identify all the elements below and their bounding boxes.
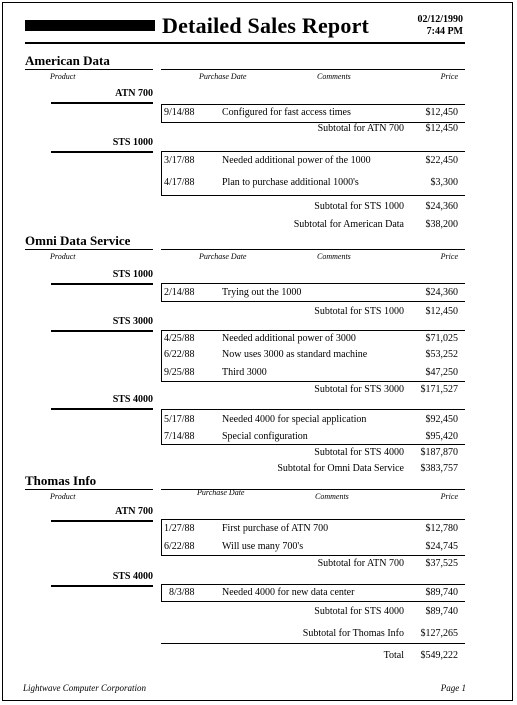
column-header-comments: Comments	[317, 72, 351, 81]
comment: Needed 4000 for special application	[222, 414, 367, 425]
column-header-price: Price	[440, 252, 458, 261]
comment: Needed additional power of the 1000	[222, 155, 371, 166]
company-subtotal-value: $127,265	[420, 628, 458, 639]
purchase-date: 6/22/88	[164, 541, 195, 552]
company-subtotal-label: Subtotal for Thomas Info	[302, 628, 404, 639]
product-name: STS 4000	[112, 394, 153, 405]
column-header-purchase-date: Purchase Date	[199, 252, 247, 261]
comment: Trying out the 1000	[222, 287, 302, 298]
purchase-date: 2/14/88	[164, 287, 195, 298]
product-rule	[51, 330, 153, 332]
column-header-purchase-date: Purchase Date	[199, 72, 247, 81]
price: $92,450	[425, 414, 458, 425]
company-name: Thomas Info	[25, 473, 97, 488]
subtotal-label: Subtotal for ATN 700	[317, 123, 404, 134]
subtotal-value: $171,527	[420, 384, 458, 395]
subtotal-label: Subtotal for STS 1000	[314, 306, 404, 317]
subtotal-value: $12,450	[425, 123, 458, 134]
company-name: American Data	[25, 53, 110, 68]
company-rule	[25, 489, 153, 490]
company-name: Omni Data Service	[25, 233, 131, 248]
comment: First purchase of ATN 700	[222, 523, 329, 534]
product-name: STS 4000	[112, 571, 153, 582]
subtotal-label: Subtotal for STS 3000	[314, 384, 404, 395]
price: $47,250	[425, 367, 458, 378]
comment: Configured for fast access times	[222, 107, 351, 118]
purchase-date: 3/17/88	[164, 155, 195, 166]
title-rule	[25, 42, 465, 44]
report-date: 02/12/1990	[417, 14, 463, 25]
product-rule	[51, 585, 153, 587]
subtotal-value: $89,740	[425, 606, 458, 617]
subtotal-label: Subtotal for STS 1000	[314, 201, 404, 212]
comment: Will use many 700's	[222, 541, 304, 552]
total-rule	[161, 643, 465, 644]
subtotal-value: $37,525	[425, 558, 458, 569]
footer-company: Lightwave Computer Corporation	[23, 683, 147, 693]
subtotal-value: $187,870	[420, 447, 458, 458]
subtotal-label: Subtotal for ATN 700	[317, 558, 404, 569]
subtotal-label: Subtotal for STS 4000	[314, 606, 404, 617]
report-datetime	[401, 14, 463, 38]
purchase-date: 4/25/88	[164, 333, 195, 344]
price: $71,025	[425, 333, 458, 344]
column-header-price: Price	[440, 492, 458, 501]
price: $24,745	[425, 541, 458, 552]
purchase-date: 7/14/88	[164, 431, 195, 442]
product-name: STS 3000	[112, 316, 153, 327]
purchase-date: 9/14/88	[164, 107, 195, 118]
company-rule	[25, 249, 153, 250]
header-rule	[161, 69, 465, 70]
price: $95,420	[425, 431, 458, 442]
total-value: $549,222	[420, 650, 458, 661]
comment: Needed 4000 for new data center	[222, 587, 355, 598]
company-subtotal-value: $38,200	[425, 219, 458, 230]
purchase-date: 9/25/88	[164, 367, 195, 378]
price: $12,780	[425, 523, 458, 534]
column-header-product: Product	[50, 252, 76, 261]
column-header-purchase-date: Purchase Date	[197, 488, 245, 497]
company-subtotal-value: $383,757	[420, 463, 458, 474]
report-page	[2, 2, 513, 701]
price: $53,252	[425, 349, 458, 360]
product-rule	[51, 283, 153, 285]
product-name: ATN 700	[115, 88, 153, 99]
column-header-comments: Comments	[315, 492, 349, 501]
comment: Plan to purchase additional 1000's	[222, 177, 359, 188]
purchase-date: 1/27/88	[164, 523, 195, 534]
comment: Special configuration	[222, 431, 308, 442]
price: $89,740	[425, 587, 458, 598]
column-header-price: Price	[440, 72, 458, 81]
product-name: ATN 700	[115, 506, 153, 517]
subtotal-value: $12,450	[425, 306, 458, 317]
comment: Needed additional power of 3000	[222, 333, 356, 344]
purchase-date: 8/3/88	[169, 587, 195, 598]
comment: Now uses 3000 as standard machine	[222, 349, 368, 360]
product-rule	[51, 102, 153, 104]
detail-box	[161, 283, 465, 302]
company-subtotal-label: Subtotal for Omni Data Service	[277, 463, 404, 474]
product-rule	[51, 151, 153, 153]
column-header-product: Product	[50, 492, 76, 501]
comment: Third 3000	[222, 367, 267, 378]
report-title: Detailed Sales Report	[162, 13, 370, 38]
price: $22,450	[425, 155, 458, 166]
subtotal-label: Subtotal for STS 4000	[314, 447, 404, 458]
report-time: 7:44 PM	[426, 26, 463, 37]
price: $3,300	[430, 177, 458, 188]
purchase-date: 6/22/88	[164, 349, 195, 360]
company-rule	[25, 69, 153, 70]
header-rule	[161, 249, 465, 250]
column-header-comments: Comments	[317, 252, 351, 261]
product-name: STS 1000	[112, 137, 153, 148]
total-label: Total	[383, 650, 404, 661]
subtotal-value: $24,360	[425, 201, 458, 212]
company-subtotal-label: Subtotal for American Data	[293, 219, 404, 230]
price: $12,450	[425, 107, 458, 118]
column-header-product: Product	[50, 72, 76, 81]
product-name: STS 1000	[112, 269, 153, 280]
product-rule	[51, 520, 153, 522]
title-bar-decoration	[25, 20, 155, 31]
purchase-date: 5/17/88	[164, 414, 195, 425]
purchase-date: 4/17/88	[164, 177, 195, 188]
footer-page-number: Page 1	[440, 683, 466, 693]
price: $24,360	[425, 287, 458, 298]
product-rule	[51, 408, 153, 410]
